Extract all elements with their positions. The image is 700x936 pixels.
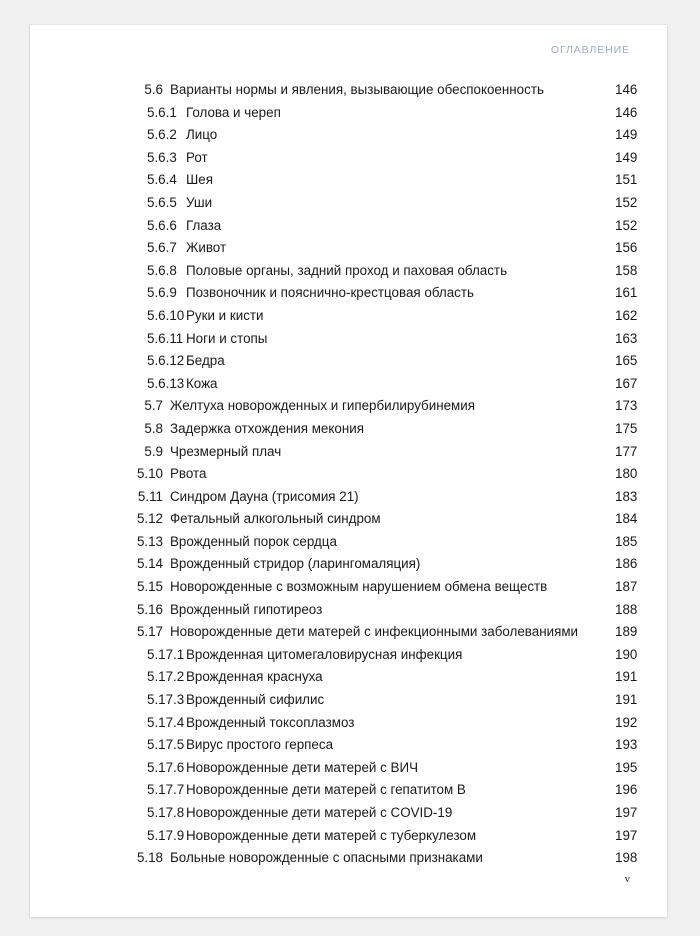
toc-entry-page-number: 197	[615, 805, 638, 820]
toc-entry-number: 5.6.10	[147, 307, 185, 323]
toc-entry-title: Больные новорожденные с опасными признаками	[170, 850, 483, 866]
toc-entry-title: Врожденный стридор (ларингомаляция)	[170, 556, 421, 572]
toc-entry-page-number: 151	[615, 172, 638, 188]
toc-entry-number: 5.17.1	[147, 646, 185, 662]
toc-entry-number: 5.6.12	[147, 353, 185, 369]
toc-entry-title: Чрезмерный плач	[170, 443, 282, 459]
toc-entry-page-number: 163	[615, 330, 638, 346]
toc-entry-number: 5.17.9	[147, 827, 185, 843]
document-page	[30, 25, 667, 917]
toc-entry[interactable]	[30, 150, 667, 173]
toc-entry-page-number: 197	[615, 827, 638, 843]
toc-entry-page-number: 190	[615, 646, 638, 662]
toc-entry-number: 5.17	[136, 624, 163, 640]
page-folio-number: v	[624, 873, 630, 885]
toc-entry-title: Врожденный гипотиреоз	[170, 601, 323, 617]
toc-entry-title: Вирус простого герпеса	[186, 737, 334, 753]
toc-entry-number: 5.6.8	[147, 262, 177, 278]
toc-entry[interactable]	[30, 331, 667, 354]
toc-entry[interactable]	[30, 218, 667, 241]
toc-entry-number: 5.6.11	[147, 330, 184, 346]
toc-entry-number: 5.6.6	[147, 217, 177, 233]
toc-entry-page-number: 188	[615, 601, 638, 617]
toc-entry-title: Позвоночник и пояснично-крестцовая область	[186, 285, 474, 301]
toc-entry-page-number: 191	[615, 692, 638, 708]
toc-entry-number: 5.17.8	[147, 805, 185, 820]
toc-entry-number: 5.6.4	[147, 172, 177, 188]
toc-entry-title: Руки и кисти	[186, 307, 264, 323]
toc-entry-title: Синдром Дауна (трисомия 21)	[170, 488, 359, 504]
toc-entry-number: 5.6.9	[147, 285, 177, 301]
toc-entry-number: 5.17.5	[147, 737, 185, 753]
toc-entry-title: Глаза	[186, 217, 222, 233]
toc-entry-number: 5.18	[136, 850, 163, 866]
toc-entry[interactable]	[30, 534, 667, 557]
toc-entry-number: 5.6.3	[147, 149, 177, 165]
toc-entry[interactable]	[30, 760, 667, 783]
toc-entry-title: Врожденная цитомегаловирусная инфекция	[186, 646, 463, 662]
toc-entry-number: 5.6.7	[147, 240, 177, 256]
running-head: ОГЛАВЛЕНИЕ	[550, 44, 630, 56]
toc-entry-title: Рот	[186, 149, 208, 165]
toc-entry-page-number: 192	[615, 714, 638, 730]
toc-entry-number: 5.9	[144, 443, 163, 459]
toc-entry[interactable]	[30, 511, 667, 534]
toc-entry-page-number: 184	[615, 511, 638, 527]
toc-entry-title: Новорожденные дети матерей с ВИЧ	[186, 759, 419, 775]
toc-entry[interactable]	[30, 285, 667, 308]
toc-entry-title: Бедра	[186, 353, 225, 369]
toc-entry-title: Желтуха новорожденных и гипербилирубинемия	[170, 398, 475, 414]
toc-entry[interactable]	[30, 602, 667, 625]
toc-entry-page-number: 152	[615, 217, 638, 233]
toc-entry-number: 5.7	[144, 398, 163, 414]
toc-entry-title: Рвота	[170, 466, 207, 482]
toc-entry-page-number: 193	[615, 737, 638, 753]
toc-entry-title: Новорожденные дети матерей с инфекционными заболеваниями	[170, 624, 579, 640]
toc-entry-page-number: 195	[615, 759, 638, 775]
toc-entry-title: Фетальный алкогольный синдром	[170, 511, 381, 527]
toc-entry-page-number: 180	[615, 466, 638, 482]
toc-entry-page-number: 152	[615, 194, 638, 210]
toc-entry-title: Варианты нормы и явления, вызывающие обеспокоенность	[170, 82, 544, 97]
toc-entry-page-number: 177	[615, 443, 638, 459]
toc-entry-title: Половые органы, задний проход и паховая область	[186, 262, 508, 278]
toc-entry-page-number: 191	[615, 669, 638, 685]
toc-entry-page-number: 198	[615, 850, 638, 866]
toc-entry[interactable]	[30, 805, 667, 828]
toc-entry-number: 5.14	[136, 556, 163, 572]
toc-entry-number: 5.17.6	[147, 759, 185, 775]
toc-entry[interactable]	[30, 195, 667, 218]
toc-entry-number: 5.17.4	[147, 714, 185, 730]
toc-entry[interactable]	[30, 828, 667, 851]
toc-entry-page-number: 183	[615, 488, 638, 504]
toc-entry-title: Лицо	[186, 127, 218, 143]
toc-entry-page-number: 165	[615, 353, 638, 369]
toc-entry[interactable]	[30, 715, 667, 738]
toc-entry[interactable]	[30, 398, 667, 421]
toc-entry-title: Шея	[186, 172, 213, 188]
toc-entry-title: Новорожденные с возможным нарушением обмена веществ	[170, 579, 548, 595]
toc-entry-number: 5.6.1	[147, 104, 177, 120]
toc-entry[interactable]	[30, 669, 667, 692]
toc-entry[interactable]	[30, 624, 667, 647]
toc-entry[interactable]	[30, 579, 667, 602]
toc-entry-number: 5.6	[144, 82, 163, 97]
toc-entry[interactable]	[30, 556, 667, 579]
toc-entry-page-number: 149	[615, 127, 638, 143]
toc-entry[interactable]	[30, 850, 667, 873]
toc-entry-title: Голова и череп	[186, 104, 281, 120]
toc-entry-number: 5.17.2	[147, 669, 185, 685]
toc-entry-page-number: 156	[615, 240, 638, 256]
table-of-contents	[30, 82, 667, 873]
toc-entry-number: 5.6.5	[147, 194, 177, 210]
toc-entry-page-number: 162	[615, 307, 638, 323]
toc-entry[interactable]	[30, 489, 667, 512]
toc-entry-number: 5.17.7	[147, 782, 185, 798]
toc-entry-page-number: 173	[615, 398, 638, 414]
toc-entry-number: 5.16	[136, 601, 163, 617]
toc-entry[interactable]	[30, 444, 667, 467]
toc-entry-title: Новорожденные дети матерей с COVID-19	[186, 805, 453, 820]
toc-entry[interactable]	[30, 376, 667, 399]
toc-entry-number: 5.12	[136, 511, 163, 527]
toc-entry-number: 5.15	[136, 579, 163, 595]
toc-entry-page-number: 149	[615, 149, 638, 165]
toc-entry-title: Врожденный сифилис	[186, 692, 325, 708]
toc-entry[interactable]	[30, 82, 667, 105]
toc-entry-page-number: 167	[615, 375, 638, 391]
toc-entry-number: 5.17.3	[147, 692, 185, 708]
toc-entry-title: Задержка отхождения мекония	[170, 420, 364, 436]
toc-entry-page-number: 146	[615, 82, 638, 97]
toc-entry[interactable]	[30, 647, 667, 670]
toc-entry[interactable]	[30, 105, 667, 128]
toc-entry-title: Врожденный токсоплазмоз	[186, 714, 355, 730]
toc-entry[interactable]	[30, 308, 667, 331]
toc-entry-title: Новорожденные дети матерей с туберкулезом	[186, 827, 477, 843]
toc-entry-title: Врожденная краснуха	[186, 669, 323, 685]
toc-entry-page-number: 186	[615, 556, 638, 572]
toc-entry-title: Уши	[186, 194, 213, 210]
toc-entry-number: 5.13	[136, 533, 163, 549]
toc-entry[interactable]	[30, 172, 667, 195]
toc-entry-title: Кожа	[186, 375, 218, 391]
toc-entry[interactable]	[30, 692, 667, 715]
toc-entry[interactable]	[30, 466, 667, 489]
toc-entry-page-number: 146	[615, 104, 638, 120]
toc-entry-number: 5.6.13	[147, 375, 185, 391]
toc-entry-number: 5.11	[137, 488, 163, 504]
toc-entry[interactable]	[30, 737, 667, 760]
toc-entry-number: 5.6.2	[147, 127, 177, 143]
toc-entry-page-number: 158	[615, 262, 638, 278]
toc-entry-page-number: 185	[615, 533, 638, 549]
toc-entry-title: Врожденный порок сердца	[170, 533, 337, 549]
toc-entry[interactable]	[30, 263, 667, 286]
toc-entry-page-number: 175	[615, 420, 638, 436]
toc-entry[interactable]	[30, 782, 667, 805]
toc-entry-title: Живот	[186, 240, 227, 256]
toc-entry[interactable]	[30, 421, 667, 444]
toc-entry[interactable]	[30, 127, 667, 150]
toc-entry-page-number: 161	[615, 285, 638, 301]
toc-entry-page-number: 189	[615, 624, 638, 640]
toc-entry-title: Ноги и стопы	[186, 330, 268, 346]
toc-entry-number: 5.8	[144, 420, 163, 436]
toc-entry[interactable]	[30, 240, 667, 263]
toc-entry-title: Новорожденные дети матерей с гепатитом B	[186, 782, 466, 798]
toc-entry-page-number: 196	[615, 782, 638, 798]
toc-entry-page-number: 187	[615, 579, 638, 595]
toc-entry-number: 5.10	[136, 466, 163, 482]
toc-entry[interactable]	[30, 353, 667, 376]
